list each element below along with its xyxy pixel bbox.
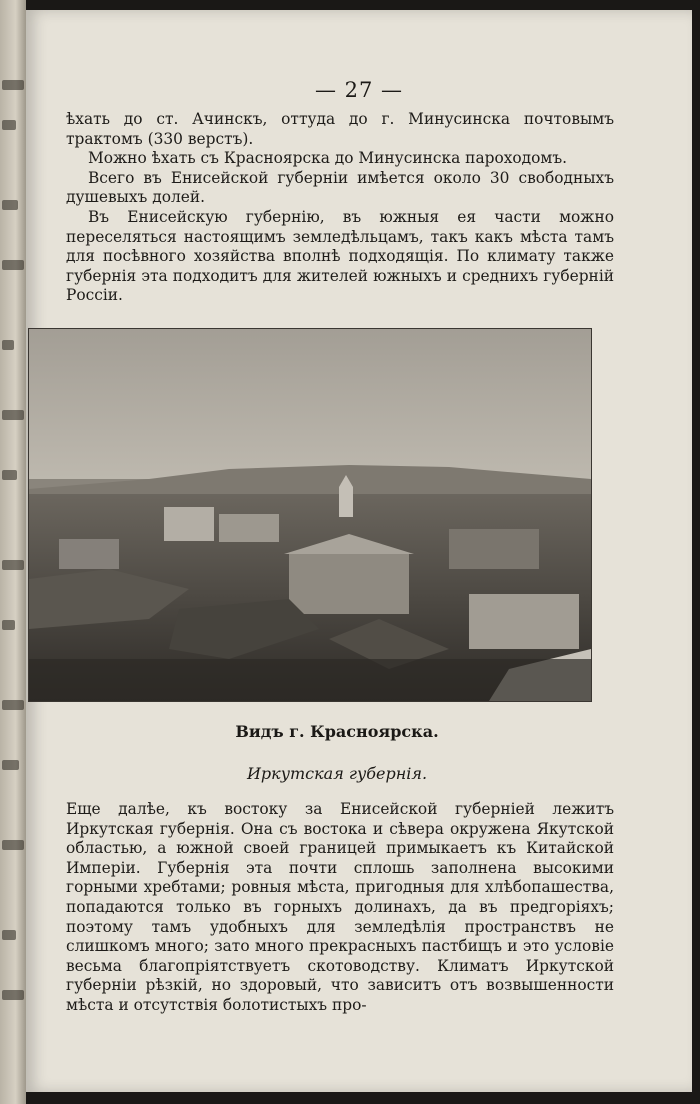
bottom-text [66,800,614,1016]
section-title: Иркутская губернія. [246,764,428,783]
paragraph: Всего въ Енисейской губерніи имѣется около 30 свободныхъ душевыхъ долей. [66,168,614,207]
left-page-edge [0,0,26,1104]
page-number: — 27 — [314,78,404,102]
book-page [26,10,692,1092]
photo-caption: Видъ г. Красноярска. [235,722,439,741]
paragraph: ѣхать до ст. Ачинскъ, оттуда до г. Минусинска почтовымъ трактомъ (330 верстъ). [66,110,614,148]
krasnoyarsk-photo [28,328,592,702]
top-text [66,110,614,306]
paragraph: Въ Енисейскую губернію, въ южныя ея части можно переселяться настоящимъ земледѣльцамъ, такъ какъ мѣста тамъ для посѣвного хозяйства вполнѣ подходящія. По климату также губернія эта подходитъ для жителей южныхъ и среднихъ губерній Россіи. [66,207,614,305]
paragraph: Еще далѣе, къ востоку за Енисейской губерніей лежитъ Иркутская губернія. Она съ востока и сѣвера окружена Якутской областью, а южной своей границей примыкаетъ къ Китайской Имперіи. Губернія эта почти сплошь заполнена высокими горными хребтами; ровныя мѣста, пригодныя для хлѣбопашества, попадаются только въ горныхъ долинахъ, да въ предгоріяхъ; поэтому тамъ удобныхъ для земледѣлія пространствъ не слишкомъ много; зато много прекрасныхъ пастбищъ и это условіе весьма благопріятствуетъ скотоводству. Климатъ Иркутской губерніи рѣзкій, но здоровый, что зависитъ отъ возвышенности мѣста и отсутствія болотистыхъ про- [66,800,614,1014]
paragraph: Можно ѣхать съ Красноярска до Минусинска пароходомъ. [88,149,568,168]
